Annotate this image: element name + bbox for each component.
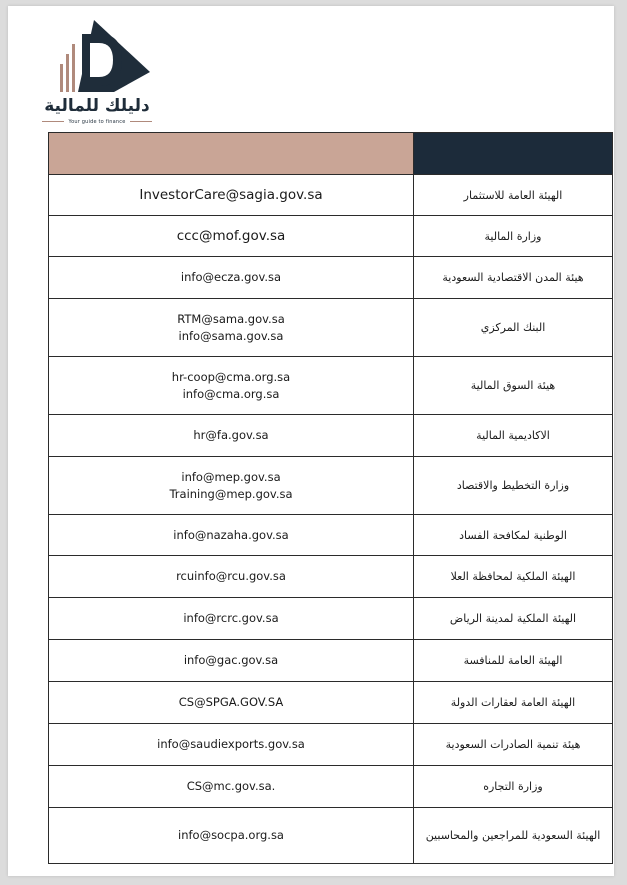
email-address[interactable]: Training@mep.gov.sa [169,486,293,501]
email-cell [49,299,414,357]
email-address[interactable]: rcuinfo@rcu.gov.sa [176,569,286,583]
logo-arabic-name: دليلك للمالية [44,96,150,116]
organization-name: وزارة المالية [414,216,613,257]
table-row [49,808,613,864]
email-cell [49,640,414,682]
contacts-table-wrapper [48,132,601,864]
organization-name: الهيئة العامة لعقارات الدولة [414,682,613,724]
table-row [49,457,613,515]
email-cell [49,766,414,808]
email-address[interactable]: CS@SPGA.GOV.SA [178,695,284,709]
email-address[interactable]: ccc@mof.gov.sa [176,227,286,244]
organization-name: الوطنية لمكافحة الفساد [414,515,613,556]
header-email-cell [49,133,414,175]
organization-name: الهيئة الملكية لمحافظة العلا [414,556,613,598]
email-cell [49,682,414,724]
organization-name: هيئة المدن الاقتصادية السعودية [414,257,613,299]
table-row [49,724,613,766]
email-cell [49,808,414,864]
logo-tagline: Your guide to finance [32,119,162,125]
email-address[interactable]: info@nazaha.gov.sa [173,527,289,542]
table-body [49,175,613,864]
table-row [49,766,613,808]
organization-name: البنك المركزي [414,299,613,357]
organization-name: وزارة التجاره [414,766,613,808]
email-cell [49,357,414,415]
table-row [49,515,613,556]
table-row [49,257,613,299]
logo-mark-icon [52,16,152,96]
organization-name: هيئة تنمية الصادرات السعودية [414,724,613,766]
email-cell [49,175,414,216]
email-address[interactable]: info@socpa.org.sa [178,828,284,842]
email-address[interactable]: info@mep.gov.sa [181,469,281,484]
email-address[interactable]: info@ecza.gov.sa [180,270,282,284]
table-row [49,598,613,640]
email-cell [49,216,414,257]
email-address[interactable]: hr@fa.gov.sa [193,428,269,442]
organization-name: الهيئة العامة للمنافسة [414,640,613,682]
email-cell [49,556,414,598]
table-row [49,640,613,682]
table-row [49,299,613,357]
table-row [49,357,613,415]
contacts-table [48,132,613,864]
table-row [49,415,613,457]
table-row [49,556,613,598]
organization-name: الاكاديمية المالية [414,415,613,457]
email-cell [49,724,414,766]
email-address[interactable]: info@rcrc.gov.sa [183,611,279,625]
email-address[interactable]: RTM@sama.gov.sa [177,311,285,326]
email-address[interactable]: info@cma.org.sa [182,386,280,401]
header-org-cell [414,133,613,175]
email-address[interactable]: CS@mc.gov.sa. [186,779,276,793]
organization-name: الهيئة الملكية لمدينة الرياض [414,598,613,640]
organization-name: الهيئة العامة للاستثمار [414,175,613,216]
email-cell [49,515,414,556]
email-address[interactable]: info@gac.gov.sa [183,653,279,667]
table-row [49,682,613,724]
email-cell [49,598,414,640]
logo [32,16,162,126]
email-address[interactable]: info@sama.gov.sa [178,328,284,343]
email-address[interactable]: hr-coop@cma.org.sa [171,369,291,384]
organization-name: الهيئة السعودية للمراجعين والمحاسبين [414,808,613,864]
email-cell [49,257,414,299]
document-page [8,6,614,876]
email-address[interactable]: InvestorCare@sagia.gov.sa [139,186,323,203]
email-cell [49,415,414,457]
table-row [49,216,613,257]
organization-name: هيئة السوق المالية [414,357,613,415]
organization-name: وزارة التخطيط والاقتصاد [414,457,613,515]
table-header-row [49,133,613,175]
email-cell [49,457,414,515]
table-row [49,175,613,216]
email-address[interactable]: info@saudiexports.gov.sa [157,737,305,751]
